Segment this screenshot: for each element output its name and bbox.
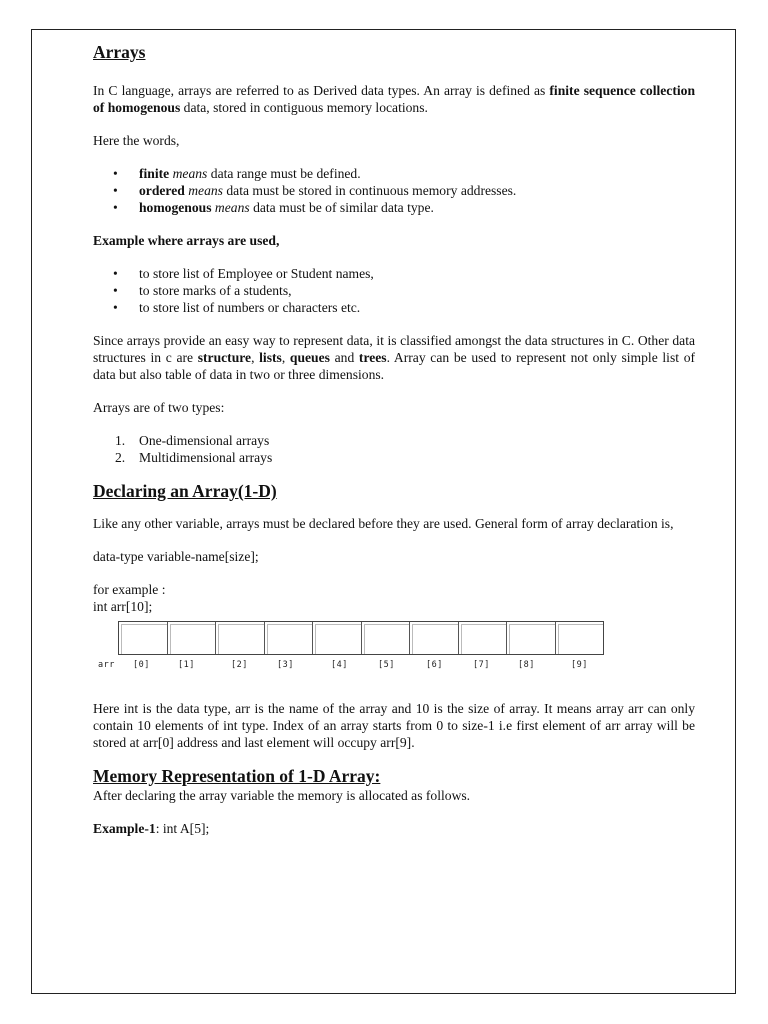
index-label: [2] [231,660,248,670]
array-cells [118,621,604,655]
list-item: • to store marks of a students, [93,282,695,299]
index-label: [0] [133,660,150,670]
array-cell [216,622,265,654]
memory-heading: Memory Representation of 1-D Array: [93,766,381,786]
array-cell [119,622,168,654]
here-the-words: Here the words, [93,133,180,148]
array-cell [168,622,217,654]
index-label: [6] [426,660,443,670]
index-label: [9] [571,660,588,670]
list-item: • to store list of numbers or characters etc. [93,299,695,316]
uses-list [93,265,695,316]
array-name-label: arr [98,660,115,670]
intro-paragraph: In C language, arrays are referred to as Derived data types. An array is defined as finite sequence collection of homogenous data, stored in contiguous memory locations. [93,83,695,115]
array-cell [507,622,556,654]
list-item: • to store list of Employee or Student names, [93,265,695,282]
array-cell [459,622,508,654]
index-label: [8] [518,660,535,670]
explanation-paragraph: Here int is the data type, arr is the name of the array and 10 is the size of array. It means array arr can only contain 10 elements of int type. Index of an array starts from 0 to size-1 i.e first element of arr array will be stored at arr[0] address and last element will occupy arr[9]. [93,701,695,750]
array-diagram [93,615,695,669]
array-cell [410,622,459,654]
example-1-line: Example-1: int A[5]; [93,821,210,836]
index-label: [4] [331,660,348,670]
array-cell [362,622,411,654]
syntax-line: data-type variable-name[size]; [93,549,259,564]
index-label: [1] [178,660,195,670]
list-item: 2. Multidimensional arrays [115,450,273,465]
list-item: • homogenous means data must be of similar data type. [93,199,695,216]
index-label: [7] [473,660,490,670]
arrays-heading: Arrays [93,42,146,62]
code-line: int arr[10]; [93,599,153,614]
list-item: • ordered means data must be stored in continuous memory addresses. [93,182,695,199]
definitions-list [93,165,695,216]
array-cell [265,622,314,654]
declaring-paragraph: Like any other variable, arrays must be declared before they are used. General form of array declaration is, [93,516,674,531]
index-label: [3] [277,660,294,670]
index-label: [5] [378,660,395,670]
data-structures-paragraph: Since arrays provide an easy way to represent data, it is classified amongst the data structures in C. Other data structures in c are structure, lists, queues and trees. Array can be used to represent not only simple list of data but also table of data in two or three dimensions. [93,333,696,382]
list-item: • finite means data range must be defined. [93,165,695,182]
list-item: 1. One-dimensional arrays [115,433,270,448]
memory-paragraph: After declaring the array variable the memory is allocated as follows. [93,788,471,803]
array-cell [313,622,362,654]
document-body [93,38,695,837]
two-types-line: Arrays are of two types: [93,400,225,415]
example-heading: Example where arrays are used, [93,233,280,248]
for-example-line: for example : [93,582,166,597]
declaring-heading: Declaring an Array(1-D) [93,481,277,501]
types-list [93,432,695,466]
array-cell [556,622,604,654]
